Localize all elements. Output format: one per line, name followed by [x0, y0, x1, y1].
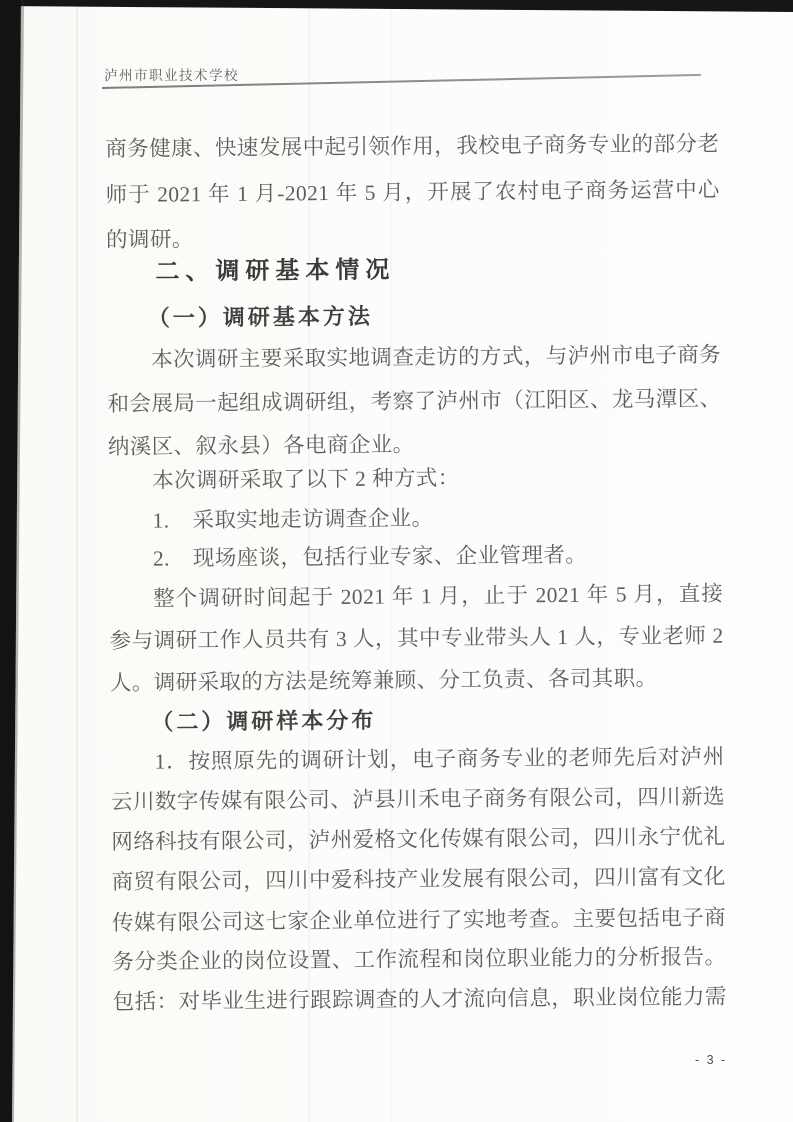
text-line: 商务健康、快速发展中起引领作用，我校电子商务专业的部分老 [105, 131, 720, 161]
text-line: 务分类企业的岗位设置、工作流程和岗位职业能力的分析报告。 [112, 944, 727, 974]
list-item-line: 2. 现场座谈，包括行业专家、企业管理者。 [152, 542, 588, 571]
text-line: 商贸有限公司，四川中爱科技产业发展有限公司，四川富有文化 [111, 864, 726, 894]
text-line: 传媒有限公司这七家企业单位进行了实地考查。主要包括电子商 [111, 905, 727, 935]
text-line: 师于 2021 年 1 月-2021 年 5 月，开展了农村电子商务运营中心 [105, 177, 720, 207]
subsection-heading: （二）调研样本分布 [151, 707, 377, 735]
paper-streak [76, 0, 78, 1122]
text-line: 人。调研采取的方法是统筹兼顾、分工负责、各司其职。 [109, 666, 658, 695]
list-item-line: 1. 采取实地走访调查企业。 [152, 506, 434, 533]
text-line: 的调研。 [105, 227, 194, 252]
text-line: 纳溪区、叙永县）各电商企业。 [107, 432, 415, 459]
page-header-school-name: 泸州市职业技术学校 [104, 68, 239, 83]
document-body [104, 0, 728, 1122]
section-heading: 二、调研基本情况 [155, 256, 396, 286]
text-line: 参与调研工作人员共有 3 人，其中专业带头人 1 人，专业老师 2 [109, 623, 724, 653]
subsection-heading: （一）调研基本方法 [147, 303, 373, 331]
text-line: 和会展局一起组成调研组，考察了泸州市（江阳区、龙马潭区、 [107, 386, 722, 416]
page-number: - 3 - [695, 1053, 728, 1067]
text-line: 1．按照原先的调研计划，电子商务专业的老师先后对泸州 [154, 744, 725, 774]
text-line: 本次调研采取了以下 2 种方式： [152, 465, 460, 493]
text-line: 包括：对毕业生进行跟踪调查的人才流向信息，职业岗位能力需 [112, 984, 727, 1014]
text-line: 本次调研主要采取实地调查走访的方式，与泸州市电子商务 [151, 342, 722, 372]
text-line: 整个调研时间起于 2021 年 1 月，止于 2021 年 5 月，直接 [153, 581, 724, 611]
text-line: 网络科技有限公司，泸州爱格文化传媒有限公司，四川永宁优礼 [111, 824, 726, 854]
scan-edge-left-fringe [12, 0, 24, 1122]
scan-edge-left [0, 0, 21, 1122]
text-line: 云川数字传媒有限公司、泸县川禾电子商务有限公司，四川新选 [110, 784, 726, 814]
